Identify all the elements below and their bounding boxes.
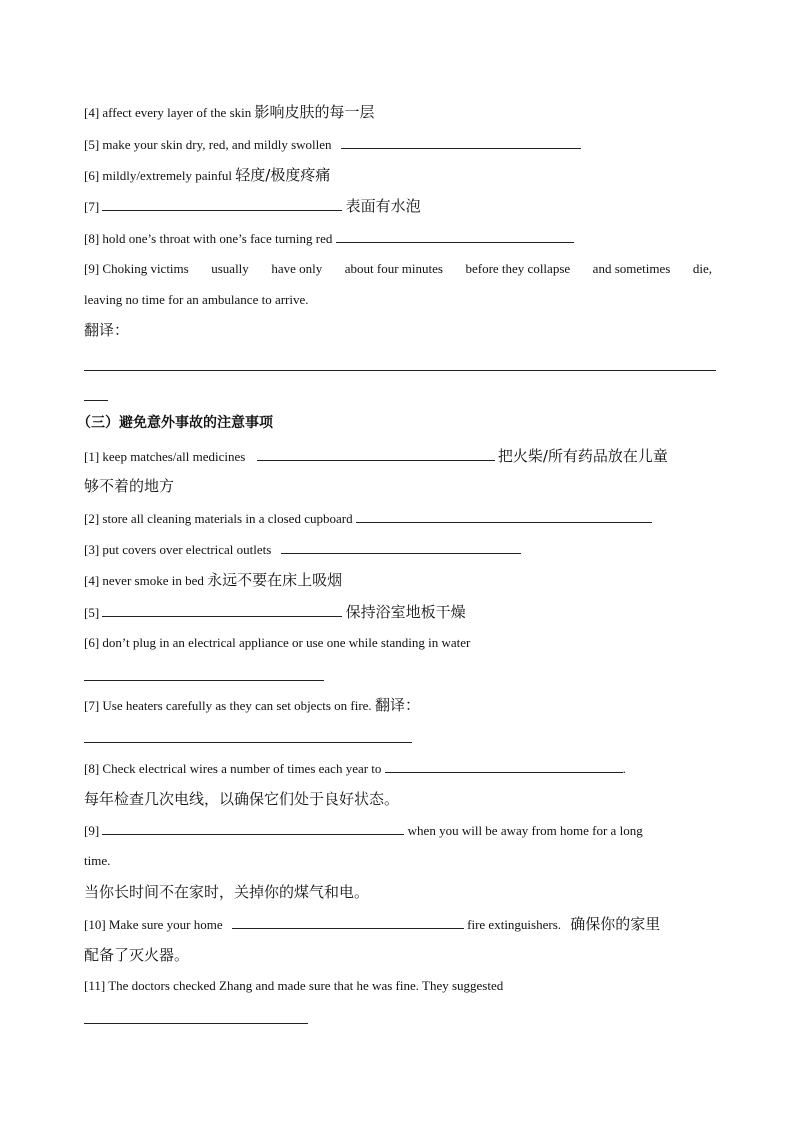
item-doctors-checked: [11] The doctors checked Zhang and made sure that he was fine. They suggested <box>84 978 504 993</box>
translation-line-tail[interactable] <box>84 400 108 401</box>
item-en: [6] mildly/extremely painful <box>84 168 233 183</box>
item-blisters <box>84 196 421 217</box>
item-turn-off-gas-cn: 当你长时间不在家时，关掉你的煤气和电。 <box>84 883 370 901</box>
item-en: [2] store all cleaning materials in a closed cupboard <box>84 511 353 526</box>
item-store-cleaning <box>84 508 652 529</box>
answer-blank[interactable] <box>257 446 495 461</box>
item-choking-line2: leaving no time for an ambulance to arrive. <box>84 292 309 307</box>
answer-blank[interactable] <box>102 196 342 211</box>
item-check-wires-cn: 每年检查几次电线，以确保它们处于良好状态。 <box>84 790 400 808</box>
item-choking-line1 <box>84 259 712 279</box>
item-en: [3] put covers over electrical outlets <box>84 542 272 557</box>
answer-blank[interactable] <box>336 228 574 243</box>
item-check-wires <box>84 758 626 779</box>
item-en: [5] make your skin dry, red, and mildly swollen <box>84 137 332 152</box>
item-en: [8] Check electrical wires a number of times each year to <box>84 761 382 776</box>
answer-line[interactable] <box>84 680 324 681</box>
translate-label: 翻译： <box>374 696 420 714</box>
item-en: [7] Use heaters carefully as they can set objects on fire. <box>84 698 372 713</box>
item-affect-skin <box>84 102 375 123</box>
item-dont-plug: [6] don’t plug in an electrical appliance or use one while standing in water <box>84 635 471 650</box>
answer-line[interactable] <box>84 1023 308 1024</box>
item-cn: 确保你的家里 <box>570 915 661 933</box>
item-extinguishers <box>84 914 660 935</box>
word-group: about four minutes <box>344 261 443 276</box>
section-heading: （三）避免意外事故的注意事项 <box>77 415 273 431</box>
word-group: and sometimes <box>592 261 671 276</box>
item-en: [4] affect every layer of the skin <box>84 105 252 120</box>
answer-blank[interactable] <box>356 508 652 523</box>
answer-blank[interactable] <box>341 134 581 149</box>
item-cn: 轻度/极度疼痛 <box>235 166 331 184</box>
item-turn-off-gas <box>84 820 643 841</box>
item-skin-dry <box>84 134 581 155</box>
item-turn-off-gas-cont: time. <box>84 853 111 868</box>
item-bathroom-dry <box>84 602 466 623</box>
answer-blank[interactable] <box>281 539 521 554</box>
translation-line[interactable] <box>84 370 716 371</box>
word-group: die, <box>692 261 712 276</box>
item-en: [1] keep matches/all medicines <box>84 449 246 464</box>
item-covers-outlets <box>84 539 521 560</box>
answer-blank[interactable] <box>232 914 464 929</box>
item-end: . <box>622 761 626 776</box>
item-cn: 永远不要在床上吸烟 <box>207 571 343 589</box>
item-label: [9] <box>84 823 100 838</box>
item-cn: 保持浴室地板干燥 <box>345 603 466 621</box>
item-label: [5] <box>84 605 100 620</box>
item-en-2: fire extinguishers. <box>467 917 562 932</box>
answer-blank[interactable] <box>102 602 342 617</box>
word-group: usually <box>211 261 249 276</box>
answer-blank[interactable] <box>102 820 404 835</box>
item-en: [8] hold one’s throat with one’s face turning red <box>84 231 333 246</box>
word-group: before they collapse <box>465 261 571 276</box>
translation-line[interactable] <box>84 742 412 743</box>
item-hold-throat <box>84 228 574 249</box>
item-cn: 影响皮肤的每一层 <box>254 103 375 121</box>
word-group: [9] Choking victims <box>84 261 189 276</box>
translate-label: 翻译： <box>84 321 130 339</box>
answer-blank[interactable] <box>385 758 623 773</box>
item-keep-matches <box>84 446 668 467</box>
item-painful <box>84 165 330 186</box>
item-en: [10] Make sure your home <box>84 917 223 932</box>
item-keep-matches-cn: 够不着的地方 <box>84 477 175 495</box>
item-never-smoke <box>84 570 342 591</box>
item-heaters <box>84 695 420 716</box>
item-extinguishers-cn: 配备了灭火器。 <box>84 946 190 964</box>
item-cn: 把火柴/所有药品放在儿童 <box>497 447 668 465</box>
item-cn: 表面有水泡 <box>345 197 421 215</box>
item-en: when you will be away from home for a long <box>407 823 643 838</box>
item-en: [4] never smoke in bed <box>84 573 204 588</box>
item-label: [7] <box>84 199 100 214</box>
word-group: have only <box>271 261 323 276</box>
